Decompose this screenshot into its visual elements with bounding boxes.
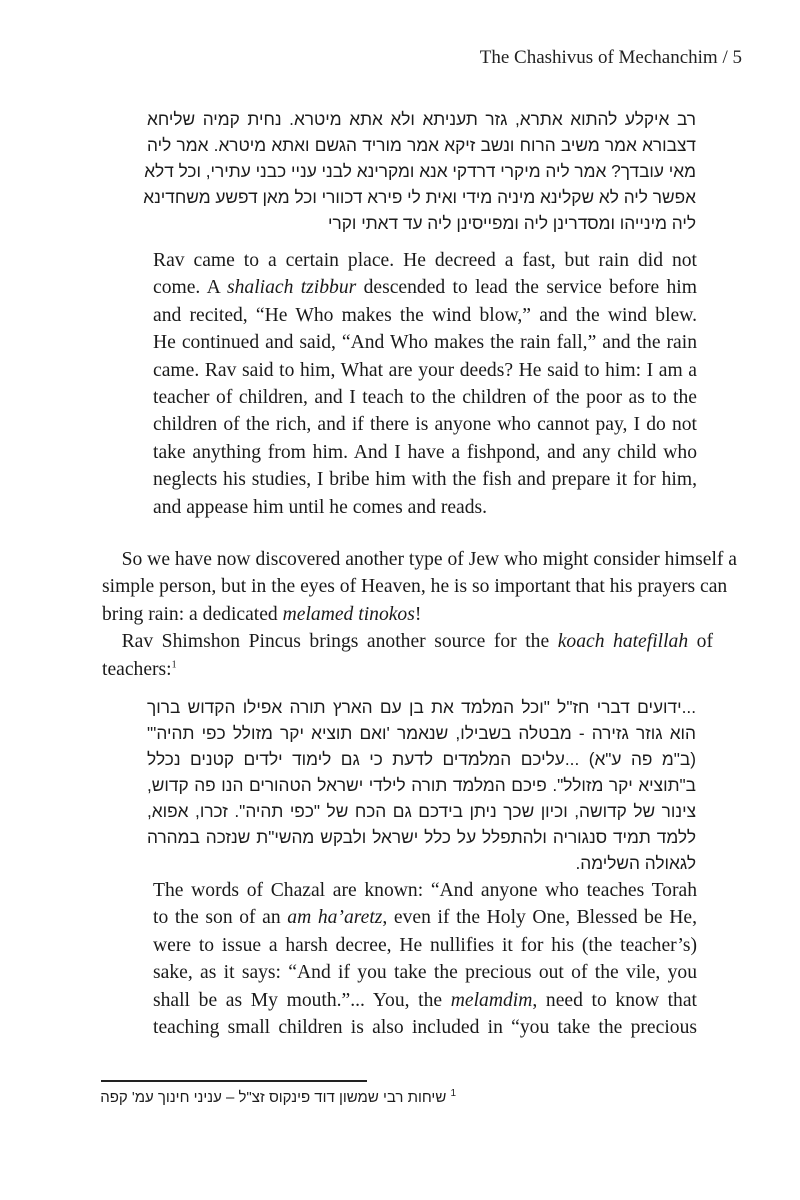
italic-term: am ha’aretz [287,907,383,929]
text-line [153,247,697,274]
text-line [153,302,697,329]
text-run: The words of Chazal are known: “And anyone who teaches Torah [153,880,697,901]
text-run: come. A [153,277,227,299]
hebrew-line: דצבורא אמר משיב הרוח ונשב זיקא אמר מוריד הגשם ואתא מיטרא. אמר ליה [147,135,696,155]
text-run: teachers: [102,658,172,680]
text-line [153,494,697,521]
hebrew-line: לגאולה השלימה. [575,853,696,873]
text-run: bring rain: a dedicated [102,603,283,625]
text-line [153,959,697,986]
text-run: were to issue a harsh decree, He nullifies it for his (the teacher’s) [153,934,697,956]
footnote [100,1089,456,1106]
hebrew-line: ב"תוציא יקר מזולל". פיכם המלמד תורה לילדי ישראל הטהורים הנו פה קדוש, [147,775,696,795]
text-line [102,573,728,600]
text-run: simple person, but in the eyes of Heaven, he is so important that his prayers can [102,576,728,598]
text-run: ! [414,603,422,625]
hebrew-line: ללמד תמיד סנגוריה ולהתפלל על כלל ישראל ולבקש מהשי"ת שנזכה במהרה [147,827,696,847]
hebrew-line: הוא גוזר גזירה - מבטלה בשבילו, שנאמר 'ואם תוציא יקר מזולל כפי תהיה'" [147,723,696,743]
hebrew-line: אפשר ליה לא שקלינא מיניה מידי ואית לי פירא דכוורי וכל מאן דפשע משחדינא [143,187,696,207]
text-run: shall be as My mouth.”... You, the [153,989,451,1011]
text-line [153,384,697,411]
quote2-translation [153,877,697,1041]
body-paragraphs [102,546,738,683]
text-line [102,601,713,628]
italic-term: melamdim [450,989,533,1011]
text-run: He continued and said, “And Who makes the rain fall,” and the rain [153,332,697,354]
text-run: and appease him until he comes and reads. [153,496,488,518]
text-line [153,439,697,466]
text-line [153,329,697,356]
hebrew-line: ליה מינייהו ומסדרינן ליה ומפייסינן ליה עד דאתי וקרי [328,213,696,233]
text-run: of [688,631,713,653]
italic-term: koach hatefillah [557,631,689,653]
footnote-number: 1 [450,1088,456,1099]
text-line [153,357,697,384]
text-run: teaching small children is also included in “you take the precious [153,1017,697,1039]
text-run: sake, as it says: “And if you take the precious out of the vile, you [153,962,697,984]
text-line [153,411,697,438]
text-line [153,466,697,493]
footnote-rule [101,1080,367,1082]
quote2-hebrew [147,694,696,876]
quote1-hebrew [143,106,696,236]
italic-term: melamed tinokos [282,603,415,625]
text-run: and recited, “He Who makes the wind blow,” and the wind blew. [153,304,697,326]
text-line [153,274,697,301]
quote1-translation [153,247,697,521]
text-run: descended to lead the service before him [356,277,697,299]
text-line [102,656,713,683]
hebrew-line: ...ידועים דברי חז"ל "וכל המלמד את בן עם הארץ תורה אפילו הקדוש ברוך [147,697,696,717]
text-run: to the son of an [153,907,288,929]
text-line [102,628,713,655]
text-line [153,877,697,904]
text-line [153,904,697,931]
italic-term: shaliach tzibbur [226,277,357,299]
footnote-ref: 1 [171,659,177,671]
text-run: came. Rav said to him, What are your deeds? He said to him: I am a [153,359,697,381]
hebrew-line: מאי עובדך? אמר ליה מיקרי דרדקי אנא ומקרינא לבני עניי כבני עתירי, וכל דלא [144,161,696,181]
footnote-text: שיחות רבי שמשון דוד פינקוס זצ"ל – עניני חינוך עמ' קפה [100,1089,447,1106]
text-run: , need to know that [532,989,697,1011]
hebrew-line: צינור של קדושה, וכיון שכך ניתן בידכם גם הכח של "כפי תהיה". זכרו, אפוא, [147,801,696,821]
text-run: Rav came to a certain place. He decreed a fast, but rain did not [153,250,697,271]
text-run: So we have now discovered another type of Jew who might consider himself a [102,549,738,570]
text-run: children of the rich, and if there is anyone who cannot pay, I do not [153,414,697,436]
hebrew-line: רב איקלע להתוא אתרא, גזר תעניתא ולא אתא מיטרא. נחית קמיה שליחא [147,109,696,129]
text-line [153,1014,697,1041]
text-run: take anything from him. And I have a fishpond, and any child who [153,441,697,463]
text-line [153,987,697,1014]
hebrew-line: (ב"מ פה ע"א) ...עליכם המלמדים לדעת כי גם לימוד ילדים קטנים נכלל [147,749,696,769]
running-head: The Chashivus of Mechanchim / 5 [479,47,742,68]
text-line [102,546,738,573]
text-run: neglects his studies, I bribe him with the fish and prepare it for him, [153,469,697,491]
text-run: teacher of children, and I teach to the children of the poor as to the [153,387,697,409]
text-run: , even if the Holy One, Blessed be He, [382,907,697,929]
text-run: Rav Shimshon Pincus brings another source for the [102,631,558,653]
text-line [153,932,697,959]
